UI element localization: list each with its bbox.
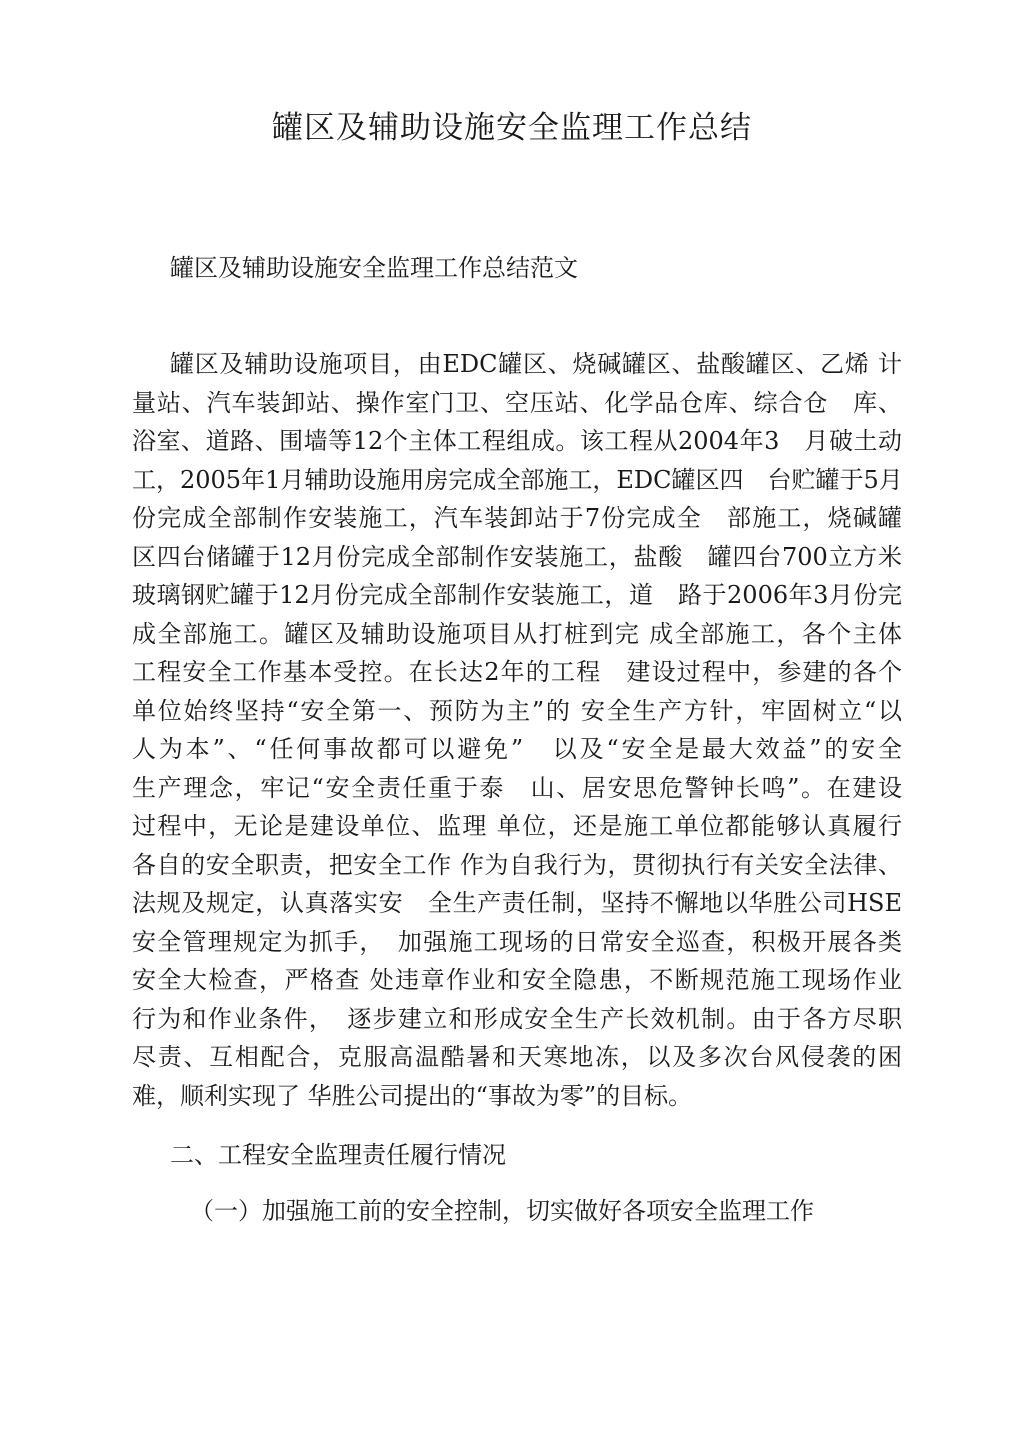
paragraph-line: 份完成全部制作安装施工，汽车装卸站于7份完成全 部施工，烧碱罐 xyxy=(132,504,902,532)
paragraph-line: 成全部施工。罐区及辅助设施项目从打桩到完 成全部施工，各个主体 xyxy=(132,619,902,648)
paragraph-line: 行为和作业条件， 逐步建立和形成安全生产长效机制。由于各方尽职 xyxy=(132,1004,902,1033)
paragraph-line: 尽责、互相配合，克服高温酷暑和天寒地冻，以及多次台风侵袭的困 xyxy=(132,1043,902,1071)
paragraph-line: 安全管理规定为抓手， 加强施工现场的日常安全巡查，积极开展各类 xyxy=(132,927,902,956)
paragraph-line: 各自的安全职责，把安全工作 作为自我行为，贯彻执行有关安全法律、 xyxy=(132,850,902,879)
paragraph-line: 区四台储罐于12月份完成全部制作安装施工，盐酸 罐四台700立方米 xyxy=(132,542,902,571)
paragraph-line: 过程中，无论是建设单位、监理 单位，还是施工单位都能够认真履行 xyxy=(132,812,902,840)
document-subtitle: 罐区及辅助设施安全监理工作总结范文 xyxy=(170,254,578,282)
section-heading: 二、工程安全监理责任履行情况 xyxy=(170,1141,506,1169)
paragraph-line: 工程安全工作基本受控。在长达2年的工程 建设过程中，参建的各个 xyxy=(132,658,902,686)
paragraph-line: 玻璃钢贮罐于12月份完成全部制作安装施工，道 路于2006年3月份完 xyxy=(132,581,902,609)
body-paragraph xyxy=(132,345,902,1115)
paragraph-line: 工，2005年1月辅助设施用房完成全部施工，EDC罐区四 台贮罐于5月 xyxy=(132,465,903,494)
paragraph-line: 罐区及辅助设施项目，由EDC罐区、烧碱罐区、盐酸罐区、乙烯 计 xyxy=(170,350,902,378)
document-title: 罐区及辅助设施安全监理工作总结 xyxy=(272,110,752,146)
paragraph-line: 法规及规定，认真落实安 全生产责任制，坚持不懈地以华胜公司HSE xyxy=(132,889,902,917)
paragraph-line: 人为本”、“任何事故都可以避免” 以及“安全是最大效益”的安全 xyxy=(132,735,902,763)
sub-heading: （一）加强施工前的安全控制，切实做好各项安全监理工作 xyxy=(190,1197,814,1225)
paragraph-line: 单位始终坚持“安全第一、预防为主”的 安全生产方针，牢固树立“以 xyxy=(132,696,902,725)
paragraph-line: 安全大检查，严格查 处违章作业和安全隐患，不断规范施工现场作业 xyxy=(132,966,902,994)
paragraph-line: 难，顺利实现了 华胜公司提出的“事故为零”的目标。 xyxy=(132,1081,693,1110)
paragraph-line: 浴室、道路、围墙等12个主体工程组成。该工程从2004年3 月破土动 xyxy=(132,427,902,455)
paragraph-line: 量站、汽车装卸站、操作室门卫、空压站、化学品仓库、综合仓 库、 xyxy=(132,388,902,417)
paragraph-line: 生产理念，牢记“安全责任重于泰 山、居安思危警钟长鸣”。在建设 xyxy=(132,773,902,802)
